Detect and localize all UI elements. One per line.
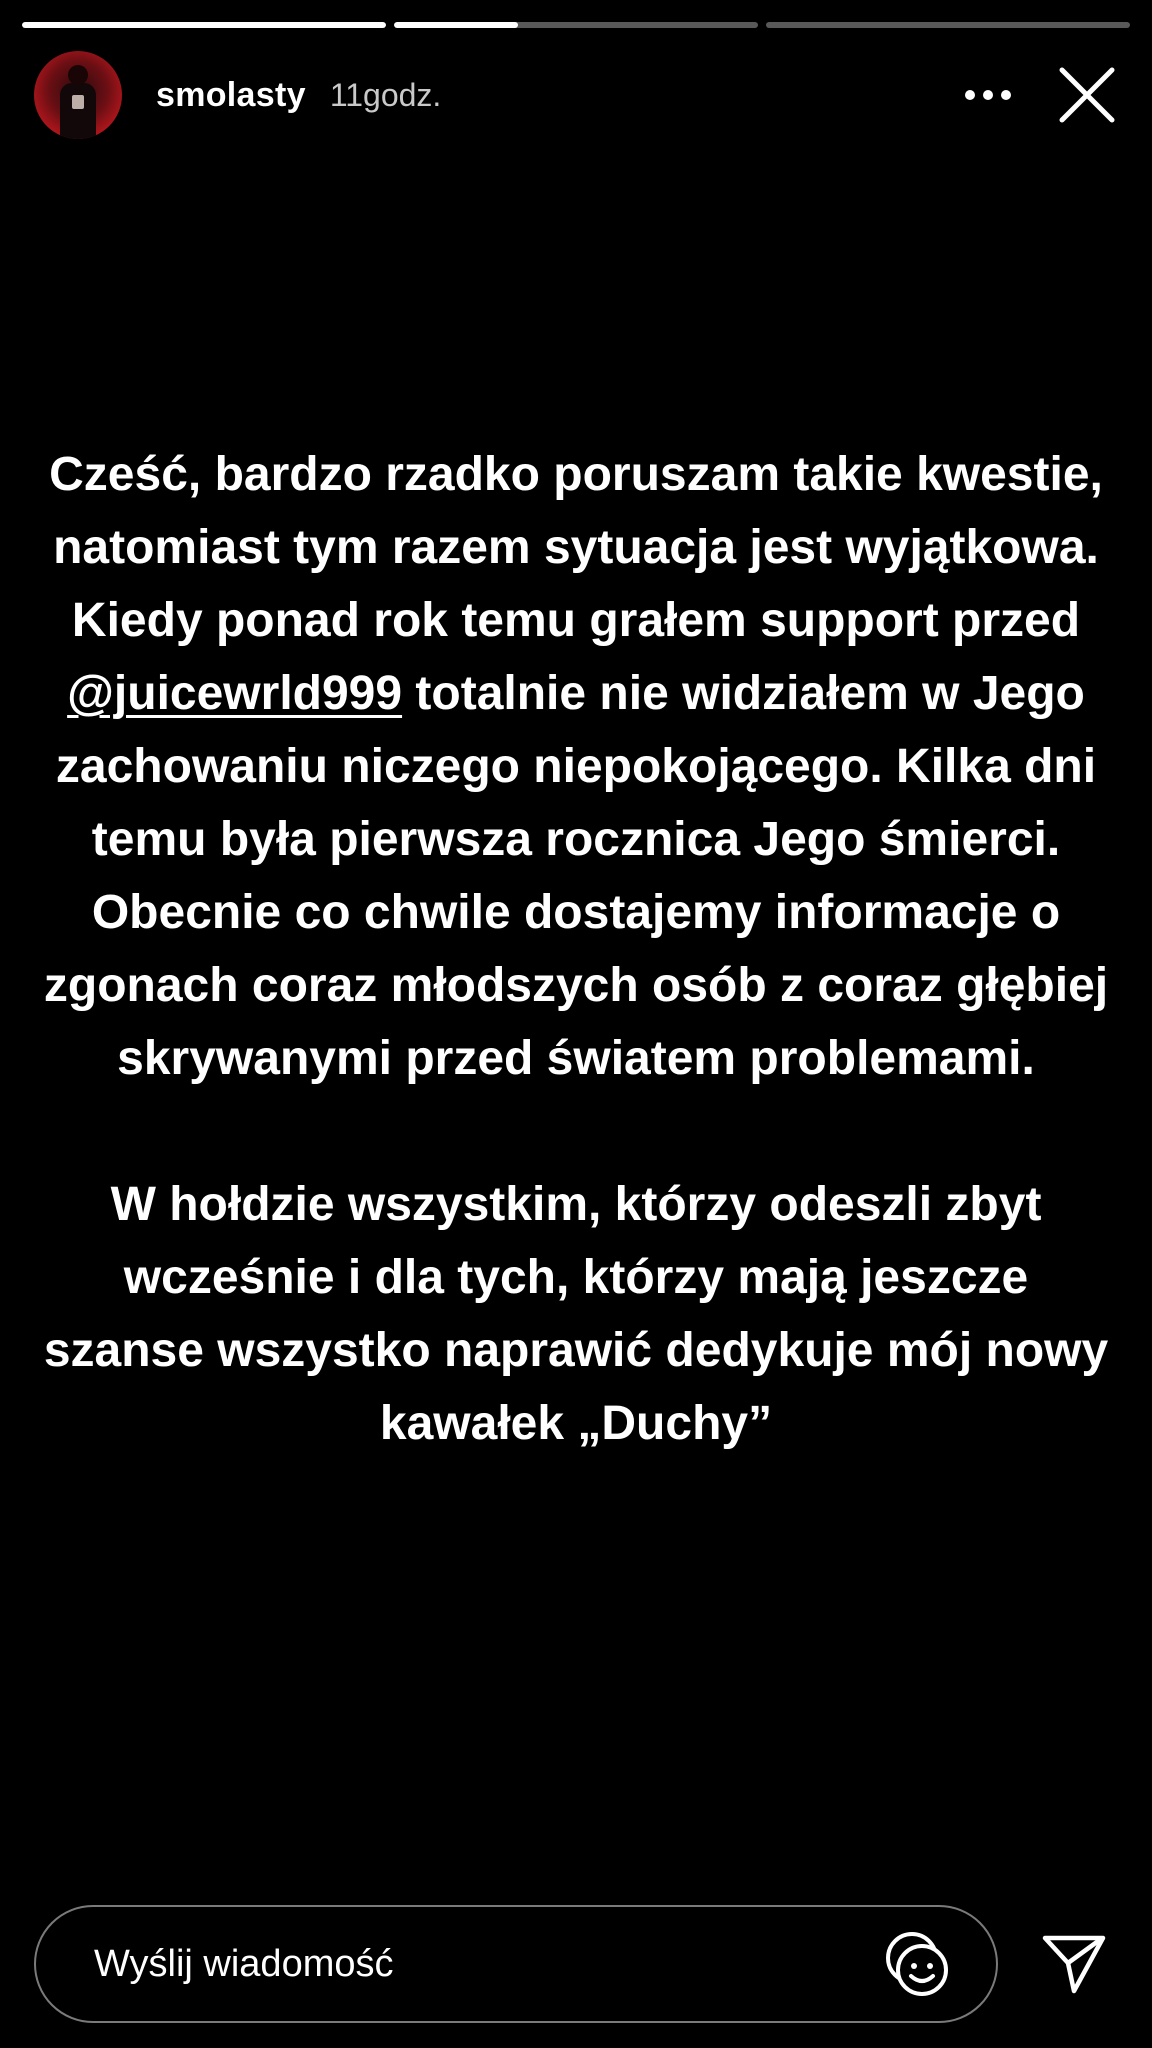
- message-input[interactable]: [34, 1905, 998, 2023]
- mention-link[interactable]: @juicewrld999: [67, 667, 403, 720]
- progress-segment: [22, 22, 386, 28]
- story-text-segment: Cześć, bardzo rzadko poruszam takie kwestie, natomiast tym razem sytuacja jest wyjątkowa. Kiedy ponad rok temu grałem support przed: [49, 448, 1103, 647]
- story-paragraph: W hołdzie wszystkim, którzy odeszli zbyt wcześnie i dla tych, którzy mają jeszcze szanse wszystko naprawić dedykuje mój nowy kawałek „Duchy”: [43, 1178, 1109, 1450]
- story-text: [40, 438, 1112, 1460]
- emoji-reaction-icon: [882, 1928, 954, 2000]
- message-placeholder: Wyślij wiadomość: [94, 1942, 394, 1985]
- more-options-button[interactable]: [958, 65, 1018, 125]
- progress-segment: [394, 22, 758, 28]
- avatar[interactable]: [34, 51, 122, 139]
- story-footer: [34, 1904, 1122, 2024]
- send-icon: [1041, 1933, 1107, 1995]
- more-horizontal-icon: [964, 89, 1012, 101]
- progress-segment: [766, 22, 1130, 28]
- story-paragraph: [40, 438, 1112, 1095]
- close-button[interactable]: [1052, 60, 1122, 130]
- username[interactable]: smolasty: [156, 75, 306, 114]
- emoji-reaction-button[interactable]: [880, 1926, 956, 2002]
- close-icon: [1058, 66, 1116, 124]
- post-time: 11godz.: [329, 76, 442, 113]
- story-text-segment: totalnie nie widziałem w Jego zachowaniu niczego niepokojącego. Kilka dni temu była pierwsza rocznica Jego śmierci. Obecnie co chwile dostajemy informacje o zgonach coraz młodszych osób z coraz głębiej skrywanymi przed światem problemami.: [43, 667, 1109, 1085]
- story-header: [34, 52, 1122, 138]
- send-button[interactable]: [1036, 1926, 1112, 2002]
- story-progress-bar: [22, 22, 1130, 28]
